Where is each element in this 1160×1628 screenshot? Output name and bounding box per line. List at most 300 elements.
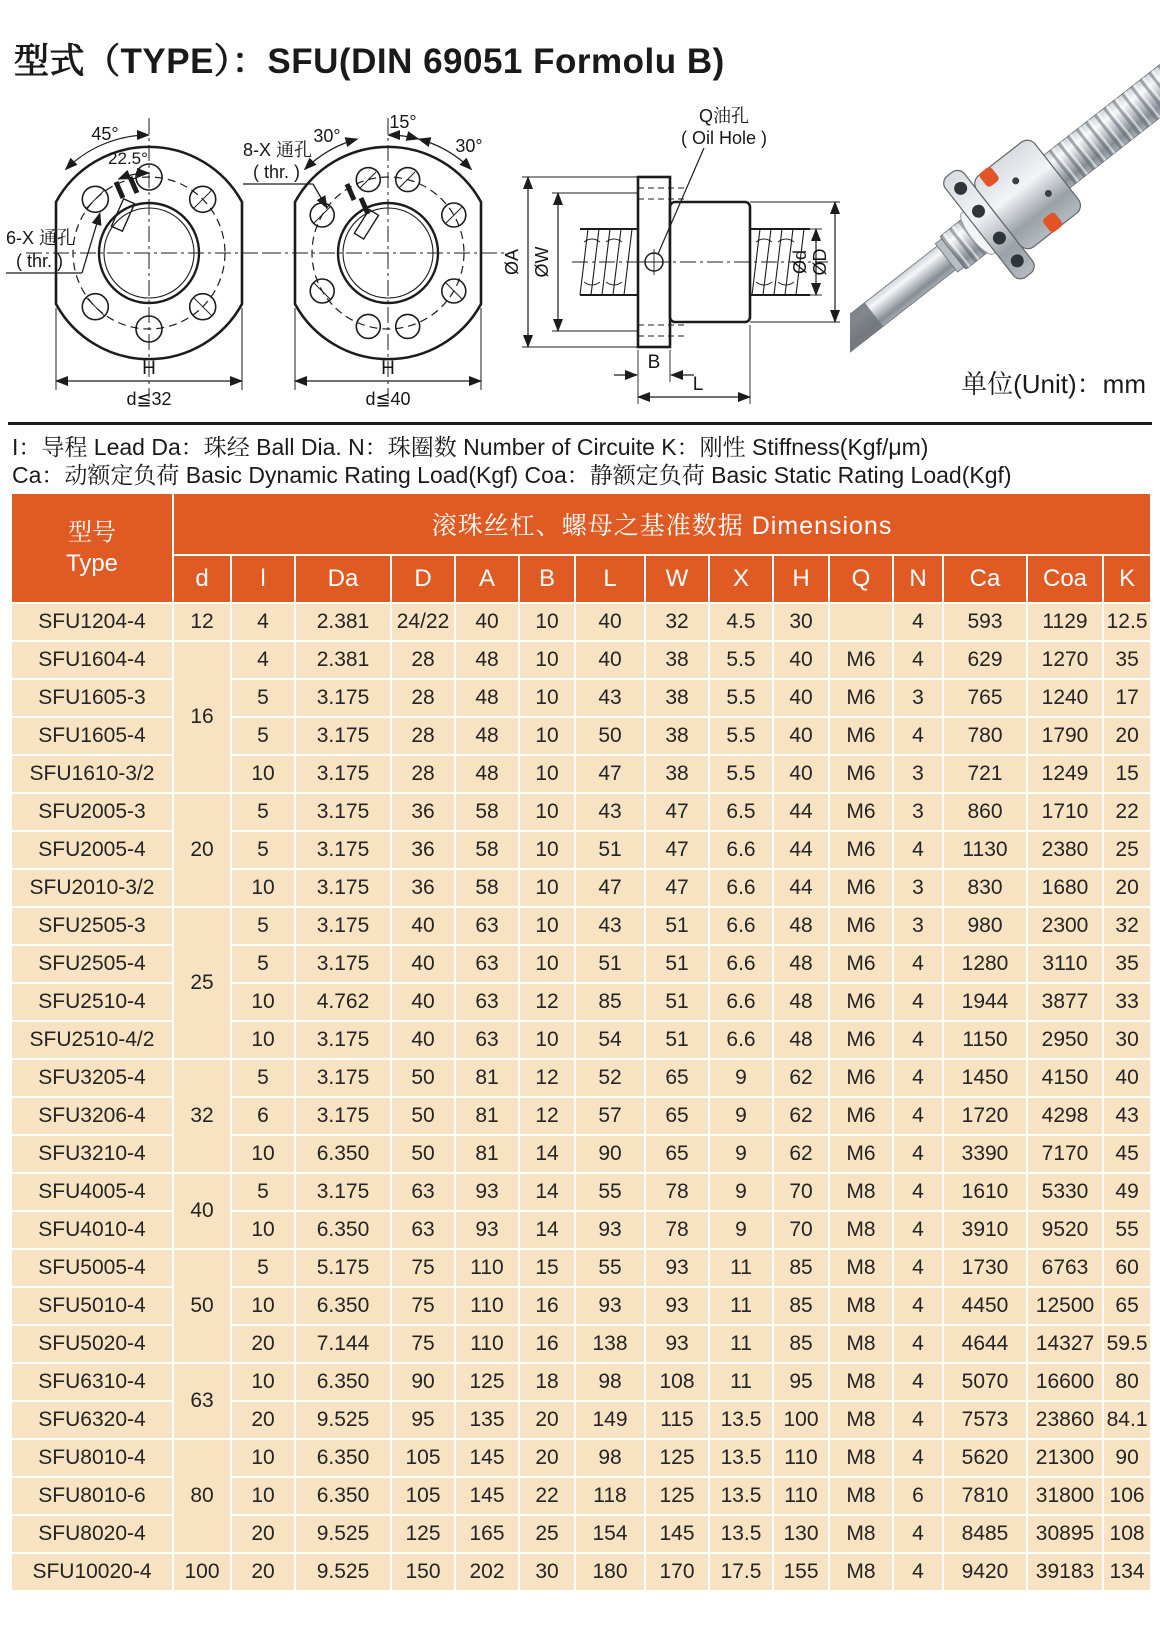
value-cell: 43 [575,679,645,717]
model-cell: SFU1605-3 [11,679,173,717]
value-cell: 6.6 [709,907,773,945]
value-cell: 81 [455,1135,519,1173]
legend-abbreviations-line1: I：导程 Lead Da：珠经 Ball Dia. N：珠圈数 Number of Circuite K：刚性 Stiffness(Kgf/μm) [12,434,929,460]
value-cell: 15 [1103,755,1151,793]
divider-line [8,422,1152,425]
spec-table [10,492,1152,1592]
value-cell: 3 [893,869,943,907]
value-cell: 7170 [1027,1135,1103,1173]
value-cell: 2950 [1027,1021,1103,1059]
value-cell: 830 [943,869,1027,907]
value-cell: 16600 [1027,1363,1103,1401]
value-cell: 4 [231,603,295,641]
value-cell: 44 [773,831,829,869]
value-cell: 10 [519,679,575,717]
value-cell: 65 [645,1135,709,1173]
value-cell: 105 [391,1439,455,1477]
value-cell: 170 [645,1553,709,1591]
value-cell: 9 [709,1059,773,1097]
value-cell: 62 [773,1097,829,1135]
value-cell: 1710 [1027,793,1103,831]
value-cell: 4 [893,1097,943,1135]
model-cell: SFU5010-4 [11,1287,173,1325]
value-cell: 108 [645,1363,709,1401]
value-cell: 85 [773,1325,829,1363]
value-cell: 44 [773,869,829,907]
value-cell: 3.175 [295,717,391,755]
value-cell: 30895 [1027,1515,1103,1553]
col-header-coa: Coa [1027,555,1103,603]
col-header-da: Da [295,555,391,603]
value-cell: 4 [893,1211,943,1249]
nut-section-diagram [488,92,844,414]
value-cell: 36 [391,831,455,869]
value-cell: 1450 [943,1059,1027,1097]
dim-label-d40: d≦40 [365,389,411,409]
value-cell: 1150 [943,1021,1027,1059]
ballscrew-photo [850,56,1160,368]
value-cell: 10 [231,1135,295,1173]
value-cell: 51 [575,831,645,869]
value-cell: 125 [391,1515,455,1553]
value-cell: 6 [893,1477,943,1515]
dim-label-h: H [142,358,156,379]
value-cell: 5 [231,831,295,869]
value-cell: 6.350 [295,1363,391,1401]
value-cell: 40 [773,755,829,793]
table-row [11,603,1151,641]
table-row [11,793,1151,831]
value-cell: 43 [575,907,645,945]
value-cell: 81 [455,1059,519,1097]
value-cell: 10 [231,1439,295,1477]
page-title: 型式（TYPE）：SFU(DIN 69051 Formolu B) [14,42,725,81]
col-header-b: B [519,555,575,603]
value-cell: 145 [645,1515,709,1553]
value-cell: 93 [645,1287,709,1325]
value-cell: 75 [391,1325,455,1363]
value-cell: 6.5 [709,793,773,831]
model-cell: SFU6320-4 [11,1401,173,1439]
value-cell: 5 [231,1059,295,1097]
col-header-h: H [773,555,829,603]
col-header-w: W [645,555,709,603]
value-cell: M8 [829,1211,893,1249]
value-cell: 28 [391,755,455,793]
dim-label-30deg-right: 30° [455,136,483,156]
value-cell: 50 [391,1097,455,1135]
value-cell: 14 [519,1211,575,1249]
table-row [11,1173,1151,1211]
value-cell: 36 [391,793,455,831]
dim-label-45deg: 45° [91,124,119,144]
model-cell: SFU4005-4 [11,1173,173,1211]
value-cell: 44 [773,793,829,831]
value-cell: M8 [829,1173,893,1211]
col-header-x: X [709,555,773,603]
value-cell: 20 [231,1553,295,1591]
table-row [11,1059,1151,1097]
value-cell: M8 [829,1553,893,1591]
dim-label-phi-d-big: ØD [810,248,830,276]
value-cell: 63 [455,945,519,983]
value-cell: M6 [829,679,893,717]
value-cell: 52 [575,1059,645,1097]
value-cell: 9 [709,1135,773,1173]
value-cell: 110 [455,1287,519,1325]
value-cell: 95 [773,1363,829,1401]
value-cell: 1270 [1027,641,1103,679]
col-header-a: A [455,555,519,603]
dim-label-b: B [647,352,661,373]
value-cell: 593 [943,603,1027,641]
screw-dia-cell: 20 [173,793,231,907]
value-cell: 43 [575,793,645,831]
value-cell: 11 [709,1249,773,1287]
table-row [11,1363,1151,1401]
dim-label-d32: d≦32 [126,389,172,409]
value-cell: 51 [575,945,645,983]
col-header-k: K [1103,555,1151,603]
value-cell: 860 [943,793,1027,831]
value-cell: 9 [709,1097,773,1135]
value-cell: 58 [455,831,519,869]
value-cell: 17.5 [709,1553,773,1591]
value-cell: 10 [231,1211,295,1249]
value-cell: 13.5 [709,1477,773,1515]
dim-label-30deg-left: 30° [313,126,341,146]
value-cell: 20 [519,1439,575,1477]
value-cell: 4 [893,1553,943,1591]
dimensions-group-header: 滚珠丝杠、螺母之基准数据 Dimensions [173,493,1151,555]
value-cell: M8 [829,1287,893,1325]
model-cell: SFU6310-4 [11,1363,173,1401]
value-cell: 4 [893,945,943,983]
value-cell: 6.6 [709,945,773,983]
col-header-q: Q [829,555,893,603]
value-cell: 1610 [943,1173,1027,1211]
value-cell: 4 [893,1059,943,1097]
value-cell: 108 [1103,1515,1151,1553]
value-cell: 10 [519,869,575,907]
value-cell: 6763 [1027,1249,1103,1287]
value-cell: 81 [455,1097,519,1135]
value-cell: 6.350 [295,1287,391,1325]
value-cell: 106 [1103,1477,1151,1515]
value-cell: 45 [1103,1135,1151,1173]
value-cell: 60 [1103,1249,1151,1287]
dim-label-phi-a: ØA [502,248,522,276]
value-cell: 4298 [1027,1097,1103,1135]
spec-table-body [11,603,1151,1591]
value-cell: 5 [231,945,295,983]
model-cell: SFU2005-4 [11,831,173,869]
value-cell: 93 [645,1249,709,1287]
model-cell: SFU8020-4 [11,1515,173,1553]
value-cell: 4 [893,1021,943,1059]
value-cell: 48 [773,945,829,983]
value-cell: 3110 [1027,945,1103,983]
value-cell: 93 [455,1173,519,1211]
table-row [11,1439,1151,1477]
value-cell: 2300 [1027,907,1103,945]
value-cell: 40 [391,983,455,1021]
value-cell: 100 [773,1401,829,1439]
value-cell: 5.175 [295,1249,391,1287]
model-cell: SFU8010-4 [11,1439,173,1477]
value-cell: 90 [391,1363,455,1401]
value-cell: 4 [893,603,943,641]
value-cell: 10 [519,831,575,869]
table-row [11,1553,1151,1591]
value-cell: 6.6 [709,869,773,907]
value-cell: 84.1 [1103,1401,1151,1439]
value-cell: 59.5 [1103,1325,1151,1363]
value-cell: 5.5 [709,755,773,793]
value-cell: 48 [773,907,829,945]
value-cell: 63 [455,907,519,945]
value-cell: 118 [575,1477,645,1515]
screw-dia-cell: 12 [173,603,231,641]
value-cell: 20 [1103,717,1151,755]
value-cell: 3 [893,679,943,717]
value-cell: 57 [575,1097,645,1135]
value-cell: 5070 [943,1363,1027,1401]
dim-label-22-5deg: 22.5° [108,149,148,168]
value-cell: 5 [231,717,295,755]
value-cell: M8 [829,1477,893,1515]
value-cell: 40 [575,641,645,679]
unit-note: 单位(Unit)：mm [961,369,1146,399]
value-cell: 9420 [943,1553,1027,1591]
oil-hole-label-line2: ( Oil Hole ) [680,128,768,148]
value-cell: 51 [645,945,709,983]
value-cell: 1720 [943,1097,1027,1135]
value-cell: 3.175 [295,831,391,869]
value-cell: 4 [893,831,943,869]
col-header-L: L [575,555,645,603]
value-cell: 2380 [1027,831,1103,869]
value-cell: 40 [773,679,829,717]
model-cell: SFU3206-4 [11,1097,173,1135]
value-cell: 47 [645,869,709,907]
value-cell: 38 [645,679,709,717]
dim-label-h: H [381,358,395,379]
value-cell: 20 [231,1515,295,1553]
value-cell: 13.5 [709,1515,773,1553]
value-cell: 9 [709,1173,773,1211]
model-cell: SFU2505-3 [11,907,173,945]
value-cell: 3390 [943,1135,1027,1173]
value-cell: 9520 [1027,1211,1103,1249]
value-cell: 51 [645,1021,709,1059]
value-cell: 40 [391,1021,455,1059]
value-cell: 63 [391,1173,455,1211]
value-cell: 10 [231,983,295,1021]
value-cell: 5 [231,907,295,945]
value-cell: 40 [391,945,455,983]
value-cell: 48 [455,717,519,755]
value-cell: 18 [519,1363,575,1401]
value-cell: 4 [893,1439,943,1477]
value-cell: 4.5 [709,603,773,641]
value-cell [829,603,893,641]
value-cell: 10 [519,907,575,945]
value-cell: 5 [231,679,295,717]
value-cell: M6 [829,1135,893,1173]
value-cell: 154 [575,1515,645,1553]
value-cell: 62 [773,1059,829,1097]
value-cell: 5620 [943,1439,1027,1477]
value-cell: 38 [645,641,709,679]
value-cell: 47 [645,793,709,831]
value-cell: 3.175 [295,679,391,717]
value-cell: 50 [391,1135,455,1173]
table-row [11,1249,1151,1287]
value-cell: 110 [455,1249,519,1287]
value-cell: 22 [519,1477,575,1515]
value-cell: 9 [709,1211,773,1249]
col-header-ca: Ca [943,555,1027,603]
value-cell: 145 [455,1439,519,1477]
value-cell: 98 [575,1363,645,1401]
value-cell: 28 [391,679,455,717]
dim-label-15deg: 15° [389,112,417,132]
value-cell: 780 [943,717,1027,755]
value-cell: 4 [893,1287,943,1325]
value-cell: 145 [455,1477,519,1515]
value-cell: 2.381 [295,641,391,679]
value-cell: M8 [829,1401,893,1439]
value-cell: 125 [645,1439,709,1477]
value-cell: 43 [1103,1097,1151,1135]
model-cell: SFU8010-6 [11,1477,173,1515]
value-cell: 40 [391,907,455,945]
value-cell: 9.525 [295,1553,391,1591]
value-cell: 54 [575,1021,645,1059]
value-cell: 10 [519,641,575,679]
value-cell: 149 [575,1401,645,1439]
value-cell: 1240 [1027,679,1103,717]
value-cell: 48 [455,755,519,793]
value-cell: 78 [645,1173,709,1211]
value-cell: 25 [1103,831,1151,869]
value-cell: 7573 [943,1401,1027,1439]
type-column-header [11,493,173,603]
value-cell: 55 [575,1249,645,1287]
value-cell: 78 [645,1211,709,1249]
value-cell: 32 [645,603,709,641]
model-cell: SFU4010-4 [11,1211,173,1249]
value-cell: 90 [1103,1439,1151,1477]
value-cell: M8 [829,1439,893,1477]
value-cell: M6 [829,717,893,755]
value-cell: 7.144 [295,1325,391,1363]
value-cell: 38 [645,717,709,755]
value-cell: 5.5 [709,641,773,679]
screw-dia-cell: 16 [173,641,231,793]
value-cell: 1790 [1027,717,1103,755]
value-cell: 6.350 [295,1477,391,1515]
dim-label-l: L [692,374,704,395]
value-cell: 155 [773,1553,829,1591]
value-cell: 75 [391,1249,455,1287]
value-cell: 38 [645,755,709,793]
value-cell: 85 [773,1249,829,1287]
value-cell: 32 [1103,907,1151,945]
value-cell: 10 [231,1363,295,1401]
value-cell: 5330 [1027,1173,1103,1211]
screw-dia-cell: 25 [173,907,231,1059]
value-cell: 10 [519,755,575,793]
value-cell: 65 [1103,1287,1151,1325]
screw-dia-cell: 40 [173,1173,231,1249]
value-cell: 51 [645,983,709,1021]
value-cell: 20 [231,1401,295,1439]
value-cell: 28 [391,641,455,679]
value-cell: 55 [575,1173,645,1211]
value-cell: M6 [829,869,893,907]
value-cell: 2.381 [295,603,391,641]
value-cell: 12 [519,983,575,1021]
value-cell: 9.525 [295,1401,391,1439]
value-cell: 3 [893,793,943,831]
screw-dia-cell: 32 [173,1059,231,1173]
value-cell: 17 [1103,679,1151,717]
value-cell: 765 [943,679,1027,717]
value-cell: 65 [645,1097,709,1135]
value-cell: 3.175 [295,1059,391,1097]
value-cell: 134 [1103,1553,1151,1591]
value-cell: 110 [773,1477,829,1515]
value-cell: M6 [829,831,893,869]
spec-table-header [11,493,1151,603]
value-cell: 4 [893,1173,943,1211]
value-cell: 5 [231,1173,295,1211]
value-cell: 85 [575,983,645,1021]
value-cell: 10 [519,793,575,831]
value-cell: 3.175 [295,869,391,907]
value-cell: 58 [455,793,519,831]
value-cell: 23860 [1027,1401,1103,1439]
value-cell: 1130 [943,831,1027,869]
value-cell: 20 [1103,869,1151,907]
value-cell: 22 [1103,793,1151,831]
value-cell: 3877 [1027,983,1103,1021]
dim-label-phi-w: ØW [532,246,552,278]
value-cell: 21300 [1027,1439,1103,1477]
value-cell: 48 [773,983,829,1021]
value-cell: 10 [231,1477,295,1515]
value-cell: 70 [773,1173,829,1211]
value-cell: 40 [1103,1059,1151,1097]
value-cell: 14 [519,1135,575,1173]
value-cell: 13.5 [709,1439,773,1477]
value-cell: 58 [455,869,519,907]
value-cell: 63 [391,1211,455,1249]
hole-callout-line2: ( thr. ) [16,251,64,271]
hole-callout-line2: ( thr. ) [253,162,301,182]
value-cell: M8 [829,1515,893,1553]
value-cell: 20 [519,1401,575,1439]
value-cell: 3.175 [295,755,391,793]
legend-abbreviations-line2: Ca：动额定负荷 Basic Dynamic Rating Load(Kgf) Coa：静额定负荷 Basic Static Rating Load(Kgf) [12,462,1012,488]
value-cell: 16 [519,1325,575,1363]
value-cell: 1249 [1027,755,1103,793]
oil-hole-label-line1: Q油孔 [698,106,750,126]
value-cell: 63 [455,983,519,1021]
value-cell: 3 [893,755,943,793]
